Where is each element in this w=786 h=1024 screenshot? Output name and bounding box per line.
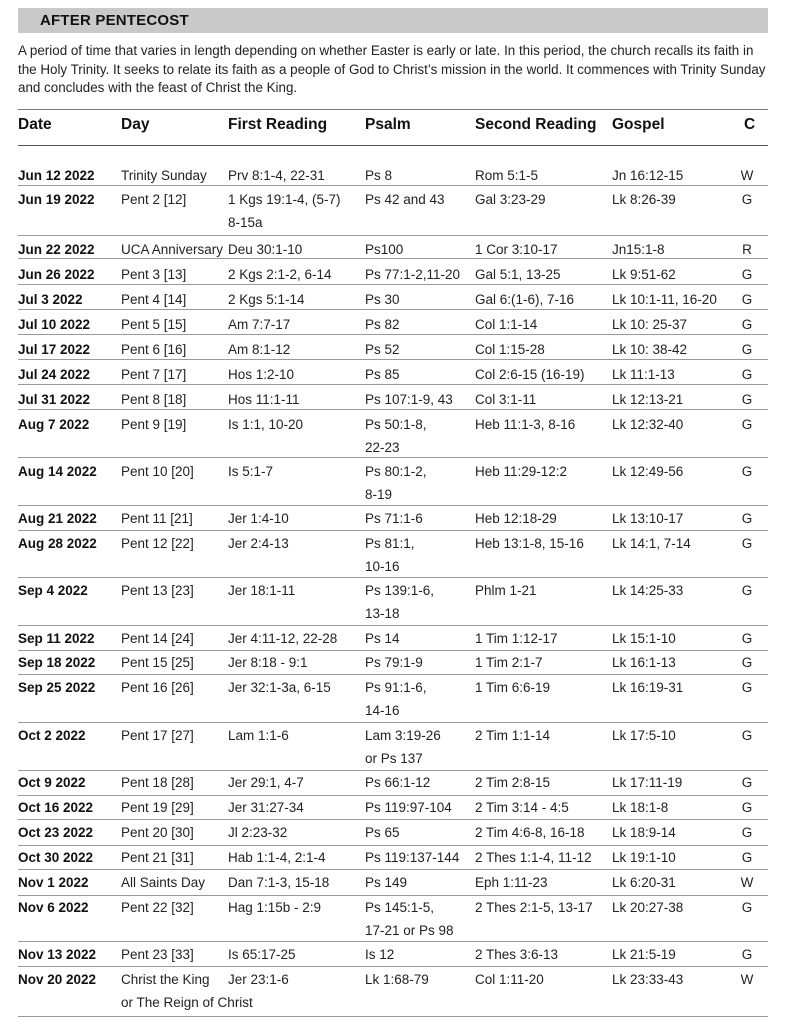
date-cell: Nov 6 2022 <box>18 900 89 915</box>
second-reading-cell: Heb 11:1-3, 8-16 <box>475 417 576 432</box>
first-reading-cell: Jer 31:27-34 <box>228 800 304 815</box>
gospel-cell: Lk 18:9-14 <box>612 825 676 840</box>
liturgical-color-cell: G <box>741 464 753 479</box>
second-reading-cell: 1 Tim 6:6-19 <box>475 680 551 695</box>
first-reading-cell: Hab 1:1-4, 2:1-4 <box>228 850 326 865</box>
row-separator <box>18 941 768 942</box>
date-cell: Oct 2 2022 <box>18 728 86 743</box>
psalm-cell: Lk 1:68-79 <box>365 972 429 987</box>
first-reading-cell: Is 1:1, 10-20 <box>228 417 304 432</box>
day-cell: Pent 7 [17] <box>121 367 187 382</box>
second-reading-cell: Gal 3:23-29 <box>475 192 546 207</box>
row-separator <box>18 770 768 771</box>
liturgical-color-cell: G <box>741 680 753 695</box>
gospel-cell: Lk 9:51-62 <box>612 267 676 282</box>
gospel-cell: Lk 10: 25-37 <box>612 317 688 332</box>
second-reading-cell: Phlm 1-21 <box>475 583 537 598</box>
psalm-cell: Ps 149 <box>365 875 408 890</box>
second-reading-cell: 1 Tim 2:1-7 <box>475 655 543 670</box>
day-cell: Pent 20 [30] <box>121 825 194 840</box>
liturgical-color-cell: G <box>741 825 753 840</box>
first-reading-cell: Lam 1:1-6 <box>228 728 289 743</box>
psalm-cell: Ps100 <box>365 242 404 257</box>
gospel-cell: Jn 16:12-15 <box>612 168 684 183</box>
first-reading-cell: Jer 4:11-12, 22-28 <box>228 631 338 646</box>
gospel-cell: Lk 16:19-31 <box>612 680 684 695</box>
first-reading-cell: Jer 18:1-11 <box>228 583 296 598</box>
gospel-cell: Lk 12:13-21 <box>612 392 684 407</box>
date-cell: Nov 1 2022 <box>18 875 89 890</box>
second-reading-cell: 2 Thes 2:1-5, 13-17 <box>475 900 593 915</box>
psalm-cell: Ps 65 <box>365 825 400 840</box>
liturgical-color-cell: G <box>741 947 753 962</box>
date-cell: Nov 13 2022 <box>18 947 97 962</box>
row-separator <box>18 457 768 458</box>
gospel-cell: Lk 8:26-39 <box>612 192 676 207</box>
second-reading-cell: 2 Tim 3:14 - 4:5 <box>475 800 569 815</box>
row-separator <box>18 895 768 896</box>
date-cell: Jul 3 2022 <box>18 292 83 307</box>
liturgical-color-cell: G <box>741 267 753 282</box>
liturgical-color-cell: G <box>741 775 753 790</box>
row-separator <box>18 384 768 385</box>
day-cell: Pent 9 [19] <box>121 417 187 432</box>
row-separator <box>18 359 768 360</box>
second-reading-cell: Col 1:11-20 <box>475 972 544 987</box>
gospel-cell: Lk 10: 38-42 <box>612 342 688 357</box>
second-reading-cell: Gal 5:1, 13-25 <box>475 267 561 282</box>
gospel-cell: Lk 23:33-43 <box>612 972 684 987</box>
day-cell: Pent 13 [23] <box>121 583 194 598</box>
intro-paragraph: A period of time that varies in length depending on whether Easter is early or late. In this period, the church recalls its faith in the Holy Trinity. It seeks to relate its faith as a people of God to Christ’s mission in the world. It commences with Trinity Sunday and concludes with the feast of Christ the King. <box>18 43 766 95</box>
second-reading-cell: Gal 6:(1-6), 7-16 <box>475 292 575 307</box>
liturgical-color-cell: W <box>740 972 754 987</box>
second-reading-cell: 2 Tim 1:1-14 <box>475 728 551 743</box>
psalm-cell: Ps 14 <box>365 631 400 646</box>
liturgical-color-cell: G <box>741 800 753 815</box>
liturgical-color-cell: G <box>741 900 753 915</box>
date-cell: Sep 11 2022 <box>18 631 95 646</box>
date-cell: Jul 17 2022 <box>18 342 91 357</box>
liturgical-color-cell: G <box>741 850 753 865</box>
gospel-cell: Lk 17:5-10 <box>612 728 676 743</box>
gospel-cell: Lk 16:1-13 <box>612 655 676 670</box>
psalm-cell: Ps 91:1-6, <box>365 680 427 695</box>
date-cell: Jul 24 2022 <box>18 367 91 382</box>
psalm-cell: Ps 119:97-104 <box>365 800 452 815</box>
day-cell: Pent 21 [31] <box>121 850 194 865</box>
psalm-cell: Ps 107:1-9, 43 <box>365 392 453 407</box>
row-separator <box>18 284 768 285</box>
psalm-cell: Ps 30 <box>365 292 400 307</box>
table-top-rule <box>18 109 768 110</box>
first-reading-cell: Jer 29:1, 4-7 <box>228 775 304 790</box>
day-cell: Pent 22 [32] <box>121 900 194 915</box>
row-separator <box>18 334 768 335</box>
gospel-cell: Lk 12:49-56 <box>612 464 684 479</box>
day-cell: Pent 14 [24] <box>121 631 194 646</box>
first-reading-cell: Jl 2:23-32 <box>228 825 288 840</box>
liturgical-color-cell: R <box>742 242 752 257</box>
table-bottom-rule <box>18 1016 768 1017</box>
psalm-cell: 14-16 <box>365 703 400 718</box>
first-reading-cell: Deu 30:1-10 <box>228 242 303 257</box>
section-title: AFTER PENTECOST <box>40 12 189 29</box>
date-cell: Aug 21 2022 <box>18 511 97 526</box>
day-cell: Pent 19 [29] <box>121 800 194 815</box>
header-first-reading: First Reading <box>228 116 328 133</box>
psalm-cell: Ps 66:1-12 <box>365 775 431 790</box>
first-reading-cell: Am 7:7-17 <box>228 317 291 332</box>
row-separator <box>18 819 768 820</box>
psalm-cell: 17-21 or Ps 98 <box>365 923 454 938</box>
day-cell: Christ the King <box>121 972 210 987</box>
second-reading-cell: Col 3:1-11 <box>475 392 537 407</box>
gospel-cell: Lk 6:20-31 <box>612 875 676 890</box>
liturgical-color-cell: W <box>740 875 754 890</box>
gospel-cell: Lk 13:10-17 <box>612 511 684 526</box>
first-reading-cell: Dan 7:1-3, 15-18 <box>228 875 330 890</box>
first-reading-cell: Hos 1:2-10 <box>228 367 295 382</box>
liturgical-color-cell: W <box>740 168 754 183</box>
row-separator <box>18 235 768 236</box>
row-separator <box>18 625 768 626</box>
psalm-cell: Ps 79:1-9 <box>365 655 423 670</box>
second-reading-cell: 2 Thes 3:6-13 <box>475 947 559 962</box>
psalm-cell: Is 12 <box>365 947 395 962</box>
day-cell: All Saints Day <box>121 875 206 890</box>
date-cell: Jun 12 2022 <box>18 168 95 183</box>
header-color: C <box>744 116 756 133</box>
gospel-cell: Lk 14:25-33 <box>612 583 684 598</box>
row-separator <box>18 650 768 651</box>
row-separator <box>18 845 768 846</box>
liturgical-color-cell: G <box>741 317 753 332</box>
first-reading-cell: 2 Kgs 2:1-2, 6-14 <box>228 267 332 282</box>
date-cell: Sep 4 2022 <box>18 583 88 598</box>
first-reading-cell: Jer 32:1-3a, 6-15 <box>228 680 331 695</box>
header-day: Day <box>121 116 150 133</box>
psalm-cell: Ps 139:1-6, <box>365 583 435 598</box>
date-cell: Aug 14 2022 <box>18 464 97 479</box>
second-reading-cell: 1 Cor 3:10-17 <box>475 242 558 257</box>
psalm-cell: Ps 81:1, <box>365 536 415 551</box>
day-cell: or The Reign of Christ <box>121 995 253 1010</box>
day-cell: Pent 15 [25] <box>121 655 194 670</box>
day-cell: Pent 17 [27] <box>121 728 194 743</box>
psalm-cell: Ps 50:1-8, <box>365 417 427 432</box>
date-cell: Sep 25 2022 <box>18 680 96 695</box>
date-cell: Oct 9 2022 <box>18 775 86 790</box>
second-reading-cell: 2 Thes 1:1-4, 11-12 <box>475 850 592 865</box>
gospel-cell: Lk 12:32-40 <box>612 417 684 432</box>
day-cell: Pent 18 [28] <box>121 775 194 790</box>
first-reading-cell: Hos 11:1-11 <box>228 392 300 407</box>
day-cell: Pent 8 [18] <box>121 392 187 407</box>
liturgical-color-cell: G <box>741 292 753 307</box>
second-reading-cell: Rom 5:1-5 <box>475 168 539 183</box>
day-cell: Pent 11 [21] <box>121 511 193 526</box>
row-separator <box>18 577 768 578</box>
second-reading-cell: Col 1:1-14 <box>475 317 538 332</box>
second-reading-cell: 2 Tim 4:6-8, 16-18 <box>475 825 585 840</box>
row-separator <box>18 674 768 675</box>
date-cell: Jun 19 2022 <box>18 192 95 207</box>
liturgical-color-cell: G <box>741 342 753 357</box>
psalm-cell: Ps 52 <box>365 342 400 357</box>
date-cell: Aug 7 2022 <box>18 417 90 432</box>
row-separator <box>18 795 768 796</box>
date-cell: Nov 20 2022 <box>18 972 97 987</box>
liturgical-color-cell: G <box>741 192 753 207</box>
psalm-cell: Ps 145:1-5, <box>365 900 435 915</box>
day-cell: Pent 23 [33] <box>121 947 194 962</box>
liturgical-color-cell: G <box>741 511 753 526</box>
row-separator <box>18 530 768 531</box>
first-reading-cell: Jer 8:18 - 9:1 <box>228 655 308 670</box>
date-cell: Oct 30 2022 <box>18 850 94 865</box>
day-cell: UCA Anniversary <box>121 242 224 257</box>
psalm-cell: 10-16 <box>365 559 400 574</box>
day-cell: Pent 6 [16] <box>121 342 187 357</box>
first-reading-cell: Is 65:17-25 <box>228 947 296 962</box>
psalm-cell: Ps 71:1-6 <box>365 511 423 526</box>
gospel-cell: Lk 11:1-13 <box>612 367 675 382</box>
date-cell: Oct 23 2022 <box>18 825 94 840</box>
gospel-cell: Lk 21:5-19 <box>612 947 676 962</box>
second-reading-cell: Heb 11:29-12:2 <box>475 464 568 479</box>
psalm-cell: or Ps 137 <box>365 751 423 766</box>
day-cell: Pent 12 [22] <box>121 536 194 551</box>
liturgical-color-cell: G <box>741 583 753 598</box>
second-reading-cell: Heb 13:1-8, 15-16 <box>475 536 584 551</box>
second-reading-cell: 1 Tim 1:12-17 <box>475 631 558 646</box>
day-cell: Pent 5 [15] <box>121 317 187 332</box>
gospel-cell: Lk 18:1-8 <box>612 800 669 815</box>
psalm-cell: 8-19 <box>365 487 393 502</box>
psalm-cell: 13-18 <box>365 606 400 621</box>
first-reading-cell: 8-15a <box>228 215 263 230</box>
section-banner <box>18 8 768 33</box>
gospel-cell: Jn15:1-8 <box>612 242 665 257</box>
second-reading-cell: Eph 1:11-23 <box>475 875 548 890</box>
date-cell: Jul 10 2022 <box>18 317 91 332</box>
header-rule <box>18 145 768 146</box>
day-cell: Pent 4 [14] <box>121 292 187 307</box>
date-cell: Sep 18 2022 <box>18 655 96 670</box>
psalm-cell: Ps 119:137-144 <box>365 850 460 865</box>
date-cell: Jun 26 2022 <box>18 267 95 282</box>
gospel-cell: Lk 14:1, 7-14 <box>612 536 691 551</box>
psalm-cell: Ps 77:1-2,11-20 <box>365 267 461 282</box>
psalm-cell: Ps 85 <box>365 367 400 382</box>
liturgical-color-cell: G <box>741 631 753 646</box>
date-cell: Oct 16 2022 <box>18 800 94 815</box>
psalm-cell: 22-23 <box>365 440 400 455</box>
psalm-cell: Ps 42 and 43 <box>365 192 445 207</box>
gospel-cell: Lk 17:11-19 <box>612 775 683 790</box>
gospel-cell: Lk 10:1-11, 16-20 <box>612 292 717 307</box>
row-separator <box>18 966 768 967</box>
header-date: Date <box>18 116 52 133</box>
row-separator <box>18 722 768 723</box>
header-psalm: Psalm <box>365 116 411 133</box>
psalm-cell: Ps 82 <box>365 317 400 332</box>
psalm-cell: Lam 3:19-26 <box>365 728 441 743</box>
liturgical-color-cell: G <box>741 655 753 670</box>
gospel-cell: Lk 15:1-10 <box>612 631 676 646</box>
first-reading-cell: 2 Kgs 5:1-14 <box>228 292 305 307</box>
row-separator <box>18 258 768 259</box>
date-cell: Aug 28 2022 <box>18 536 97 551</box>
row-separator <box>18 409 768 410</box>
gospel-cell: Lk 20:27-38 <box>612 900 684 915</box>
first-reading-cell: 1 Kgs 19:1-4, (5-7) <box>228 192 341 207</box>
second-reading-cell: 2 Tim 2:8-15 <box>475 775 551 790</box>
day-cell: Pent 3 [13] <box>121 267 187 282</box>
gospel-cell: Lk 19:1-10 <box>612 850 676 865</box>
date-cell: Jul 31 2022 <box>18 392 91 407</box>
header-second-reading: Second Reading <box>475 116 597 133</box>
psalm-cell: Ps 80:1-2, <box>365 464 427 479</box>
row-separator <box>18 869 768 870</box>
liturgical-color-cell: G <box>741 728 753 743</box>
row-separator <box>18 505 768 506</box>
first-reading-cell: Prv 8:1-4, 22-31 <box>228 168 325 183</box>
liturgical-color-cell: G <box>741 536 753 551</box>
liturgical-color-cell: G <box>741 367 753 382</box>
second-reading-cell: Col 2:6-15 (16-19) <box>475 367 585 382</box>
row-separator <box>18 309 768 310</box>
first-reading-cell: Am 8:1-12 <box>228 342 291 357</box>
day-cell: Pent 2 [12] <box>121 192 187 207</box>
second-reading-cell: Col 1:15-28 <box>475 342 545 357</box>
first-reading-cell: Is 5:1-7 <box>228 464 274 479</box>
date-cell: Jun 22 2022 <box>18 242 95 257</box>
day-cell: Pent 16 [26] <box>121 680 194 695</box>
first-reading-cell: Jer 23:1-6 <box>228 972 289 987</box>
day-cell: Pent 10 [20] <box>121 464 194 479</box>
psalm-cell: Ps 8 <box>365 168 393 183</box>
second-reading-cell: Heb 12:18-29 <box>475 511 557 526</box>
header-gospel: Gospel <box>612 116 665 133</box>
liturgical-color-cell: G <box>741 417 753 432</box>
day-cell: Trinity Sunday <box>121 168 207 183</box>
first-reading-cell: Jer 2:4-13 <box>228 536 289 551</box>
first-reading-cell: Jer 1:4-10 <box>228 511 289 526</box>
first-reading-cell: Hag 1:15b - 2:9 <box>228 900 322 915</box>
row-separator <box>18 185 768 186</box>
liturgical-color-cell: G <box>741 392 753 407</box>
